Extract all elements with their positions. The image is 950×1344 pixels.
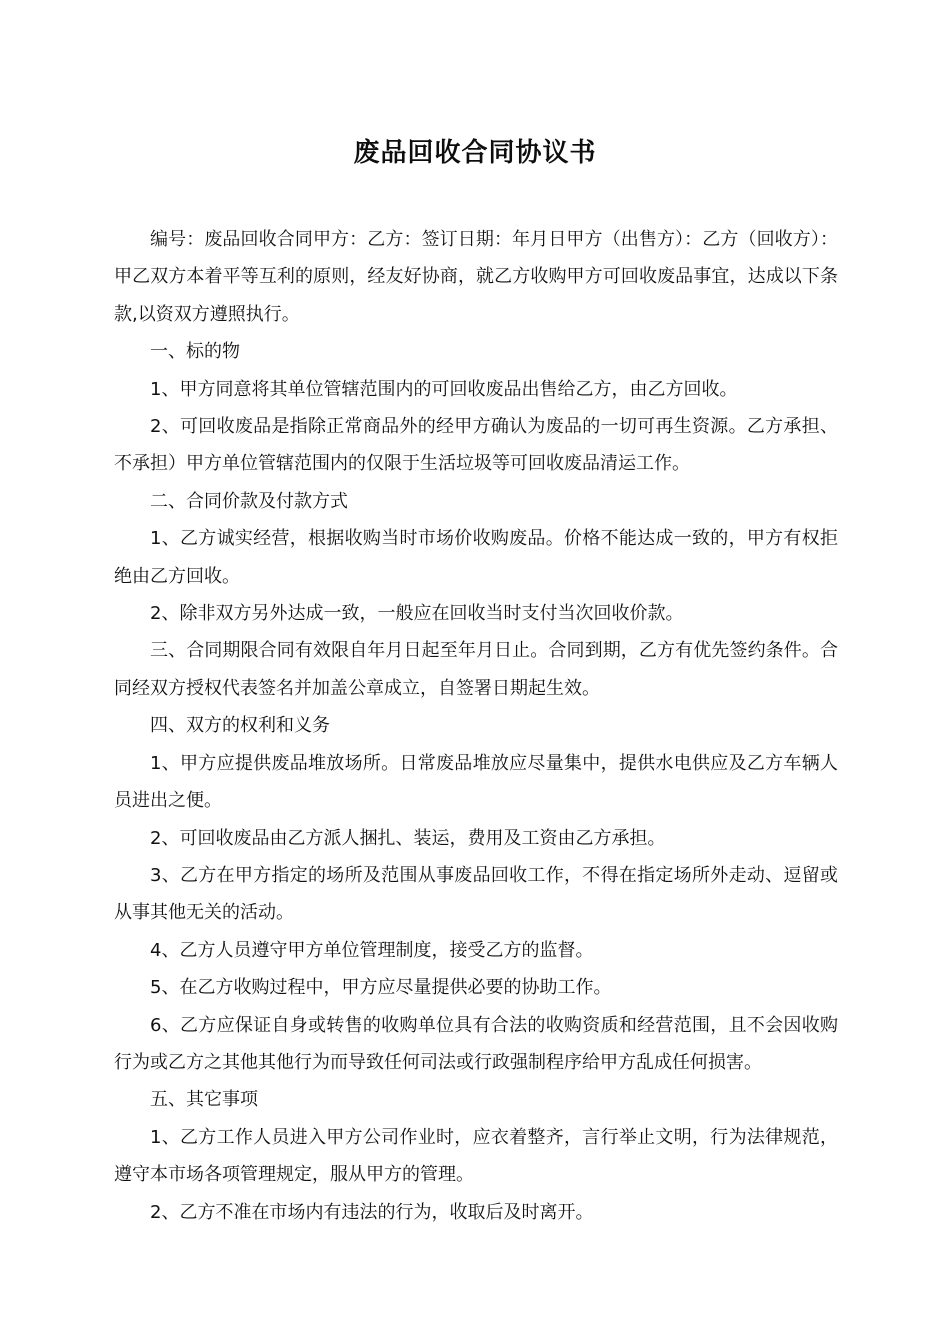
paragraph: 2、可回收废品由乙方派人捆扎、装运，费用及工资由乙方承担。: [150, 827, 666, 849]
section-heading-subject: 一、标的物: [150, 341, 240, 363]
paragraph: 1、乙方工作人员进入甲方公司作业时，应衣着整齐，言行举止文明，行为法律规范，遵守本市场各项管理规定，服从甲方的管理。: [114, 1126, 838, 1186]
paragraph: 4、乙方人员遵守甲方单位管理制度，接受乙方的监督。: [150, 939, 594, 961]
paragraph: 2、除非双方另外达成一致，一般应在回收当时支付当次回收价款。: [150, 603, 684, 625]
paragraph: 5、在乙方收购过程中，甲方应尽量提供必要的协助工作。: [150, 977, 612, 999]
paragraph: 6、乙方应保证自身或转售的收购单位具有合法的收购资质和经营范围，且不会因收购行为或乙方之其他其他行为而导致任何司法或行政强制程序给甲方乱成任何损害。: [114, 1014, 838, 1073]
document-title: 废品回收合同协议书: [353, 138, 597, 168]
paragraph: 1、甲方同意将其单位管辖范围内的可回收废品出售给乙方，由乙方回收。: [150, 378, 738, 400]
section-term: 三、合同期限合同有效限自年月日起至年月日止。合同到期，乙方有优先签约条件。合同经双方授权代表签名并加盖公章成立，自签署日期起生效。: [114, 640, 838, 699]
section-heading-other: 五、其它事项: [150, 1089, 258, 1111]
section-heading-rights: 四、双方的权利和义务: [150, 715, 330, 737]
paragraph: 3、乙方在甲方指定的场所及范围从事废品回收工作，不得在指定场所外走动、逗留或从事其他无关的活动。: [114, 864, 838, 924]
paragraph: 2、可回收废品是指除正常商品外的经甲方确认为废品的一切可再生资源。乙方承担、不承担）甲方单位管辖范围内的仅限于生活垃圾等可回收废品清运工作。: [114, 416, 838, 475]
document-body: [114, 221, 838, 1231]
section-heading-price: 二、合同价款及付款方式: [150, 490, 348, 512]
paragraph: 1、甲方应提供废品堆放场所。日常废品堆放应尽量集中，提供水电供应及乙方车辆人员进出之便。: [114, 752, 838, 812]
paragraph: 1、乙方诚实经营，根据收购当时市场价收购废品。价格不能达成一致的，甲方有权拒绝由乙方回收。: [114, 528, 838, 587]
paragraph-preamble: 编号：废品回收合同甲方：乙方：签订日期：年月日甲方（出售方）：乙方（回收方）：甲乙双方本着平等互利的原则，经友好协商，就乙方收购甲方可回收废品事宜，达成以下条款,以资双方遵照执行。: [114, 229, 838, 325]
paragraph: 2、乙方不准在市场内有违法的行为，收取后及时离开。: [150, 1201, 594, 1223]
